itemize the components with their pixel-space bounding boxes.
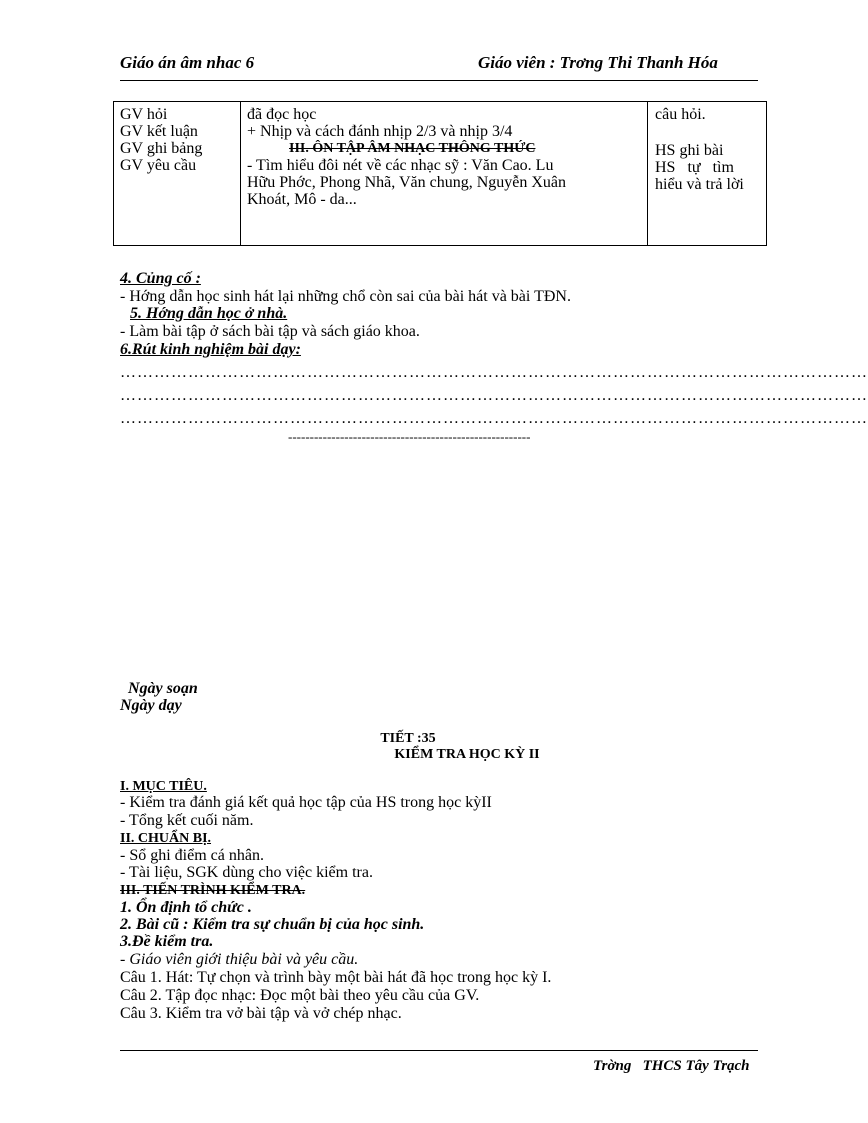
footer-text: Trờng THCS Tây Trạch <box>593 1058 750 1074</box>
table-col-content <box>240 101 648 246</box>
table-cell: GV ghi bảng <box>120 140 203 157</box>
step-2: 2. Bài cũ : Kiểm tra sự chuẩn bị của học sinh. <box>120 916 425 933</box>
step-3: 3.Đề kiểm tra. <box>120 933 214 950</box>
question-item: Câu 1. Hát: Tự chọn và trình bày một bài hát đã học trong học kỳ I. <box>120 969 552 986</box>
objectives-heading: I. MỤC TIÊU. <box>120 779 207 794</box>
table-col-teacher <box>113 101 241 246</box>
objective-item: - Tổng kết cuối năm. <box>120 812 254 829</box>
table-cell: HS ghi bài <box>655 142 724 159</box>
objective-item: - Kiểm tra đánh giá kết quả học tập của HS trong học kỳII <box>120 794 492 811</box>
table-cell: GV yêu cầu <box>120 157 197 174</box>
date-prepared: Ngày soạn <box>128 680 198 697</box>
date-taught: Ngày dạy <box>120 697 182 714</box>
table-cell: - Tìm hiểu đôi nét về các nhạc sỹ : Văn Cao. Lu <box>247 157 554 174</box>
header-right: Giáo viên : Trơng Thi Thanh Hóa <box>478 53 718 72</box>
table-cell: + Nhịp và cách đánh nhịp 2/3 và nhịp 3/4 <box>247 123 513 140</box>
prep-heading: II. CHUẨN BỊ. <box>120 831 212 846</box>
table-cell: hiểu và trả lời <box>655 176 744 193</box>
step-1: 1. Ổn định tổ chức . <box>120 899 252 916</box>
dotted-line: …………………………………………………………………………………………………………………… <box>120 387 868 404</box>
prep-item: - Sổ ghi điểm cá nhân. <box>120 847 264 864</box>
question-item: Câu 3. Kiểm tra vở bài tập và vở chép nhạc. <box>120 1005 402 1022</box>
header-left: Giáo án âm nhac 6 <box>120 53 255 72</box>
table-col-student <box>647 101 767 246</box>
lesson-number: TIẾT :35 <box>380 731 436 746</box>
dotted-line: …………………………………………………………………………………………………………………… <box>120 410 868 427</box>
home-heading: 5. Hớng dẫn học ở nhà. <box>130 305 288 322</box>
table-cell: GV kết luận <box>120 123 198 140</box>
table-cell: câu hỏi. <box>655 106 706 123</box>
lesson-title: KIỂM TRA HỌC KỲ II <box>394 747 540 762</box>
table-cell: đã đọc học <box>247 106 317 123</box>
process-heading: III. TIẾN TRÌNH KIỂM TRA. <box>120 883 306 898</box>
separator-line: -------------------------------------------------------- <box>288 429 531 444</box>
table-section-heading: III. ÔN TẬP ÂM NHẠC THÔNG THỨC <box>289 141 536 156</box>
experience-heading: 6.Rút kinh nghiệm bài dạy: <box>120 341 301 358</box>
question-item: Câu 2. Tập đọc nhạc: Đọc một bài theo yêu cầu của GV. <box>120 987 480 1004</box>
footer-rule <box>120 1050 758 1051</box>
table-cell: Hữu Phớc, Phong Nhã, Văn chung, Nguyễn Xuân <box>247 174 567 191</box>
intro-text: - Giáo viên giới thiệu bài và yêu cầu. <box>120 951 359 968</box>
table-cell: GV hỏi <box>120 106 168 123</box>
consolidate-text: - Hớng dẫn học sinh hát lại những chổ còn sai của bài hát và bài TĐN. <box>120 288 571 305</box>
consolidate-heading: 4. Củng cố : <box>120 270 201 287</box>
dotted-line: …………………………………………………………………………………………………………………… <box>120 364 868 381</box>
table-cell: HS tự tìm <box>655 159 734 176</box>
prep-item: - Tài liệu, SGK dùng cho việc kiểm tra. <box>120 864 373 881</box>
home-text: - Làm bài tập ở sách bài tập và sách giáo khoa. <box>120 323 420 340</box>
header-rule <box>120 80 758 81</box>
table-cell: Khoát, Mô - da... <box>247 191 357 208</box>
